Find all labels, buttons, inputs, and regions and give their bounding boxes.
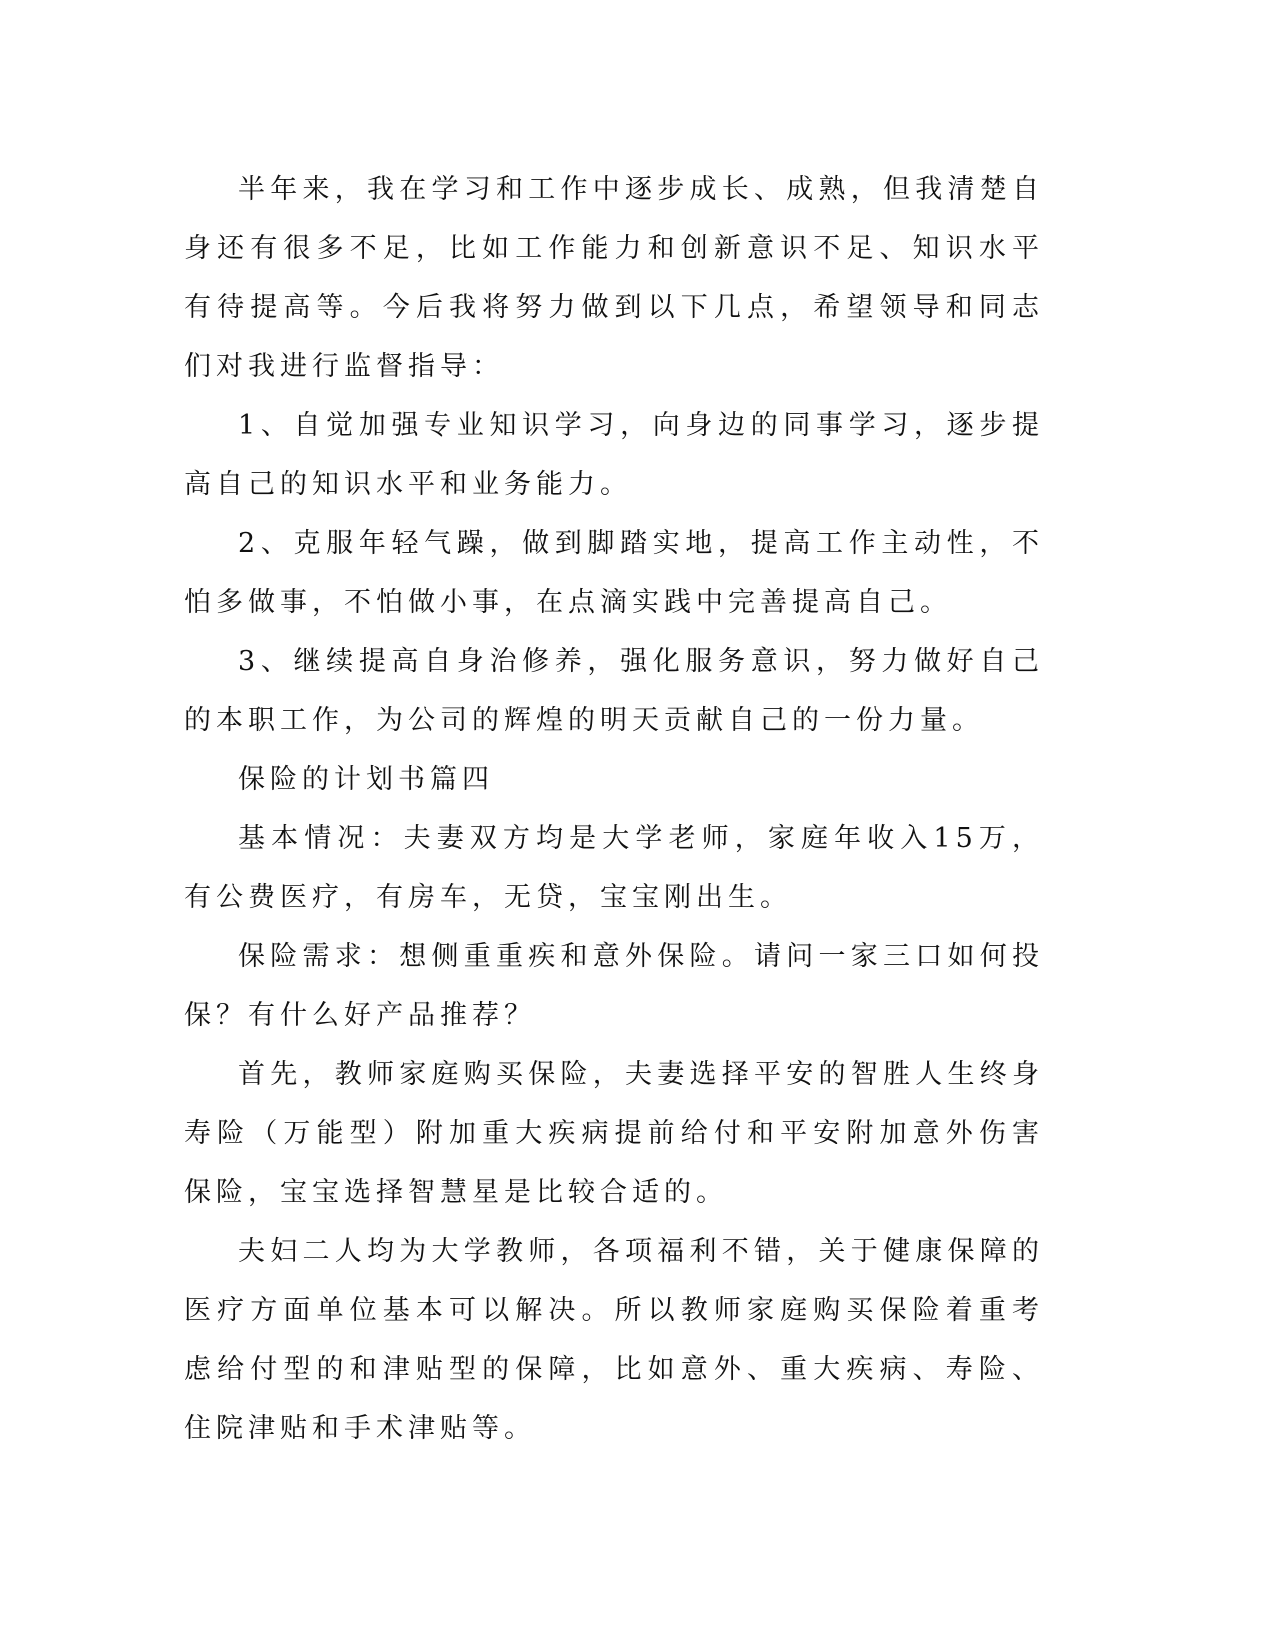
paragraph-insurance-needs: 保险需求：想侧重重疾和意外保险。请问一家三口如何投保？有什么好产品推荐？ <box>184 941 1044 1031</box>
paragraph-item-2: 2、克服年轻气躁，做到脚踏实地，提高工作主动性，不怕多做事，不怕做小事，在点滴实践中完善提高自己。 <box>184 528 1044 618</box>
section-heading: 保险的计划书篇四 <box>238 764 494 795</box>
paragraph-item-3: 3、继续提高自身治修养，强化服务意识，努力做好自己的本职工作，为公司的辉煌的明天贡献自己的一份力量。 <box>184 646 1044 736</box>
paragraph-recommendation: 首先，教师家庭购买保险，夫妻选择平安的智胜人生终身寿险（万能型）附加重大疾病提前给付和平安附加意外伤害保险，宝宝选择智慧星是比较合适的。 <box>184 1059 1044 1208</box>
paragraph-basic-situation: 基本情况：夫妻双方均是大学老师，家庭年收入15万，有公费医疗，有房车，无贷，宝宝刚出生。 <box>184 823 1044 913</box>
paragraph-progress-summary: 半年来，我在学习和工作中逐步成长、成熟，但我清楚自身还有很多不足，比如工作能力和创新意识不足、知识水平有待提高等。今后我将努力做到以下几点，希望领导和同志们对我进行监督指导： <box>184 174 1044 382</box>
document-body <box>184 160 1044 1458</box>
paragraph-item-1: 1、自觉加强专业知识学习，向身边的同事学习，逐步提高自己的知识水平和业务能力。 <box>184 410 1044 500</box>
paragraph-analysis: 夫妇二人均为大学教师，各项福利不错，关于健康保障的医疗方面单位基本可以解决。所以教师家庭购买保险着重考虑给付型的和津贴型的保障，比如意外、重大疾病、寿险、住院津贴和手术津贴等。 <box>184 1236 1044 1444</box>
